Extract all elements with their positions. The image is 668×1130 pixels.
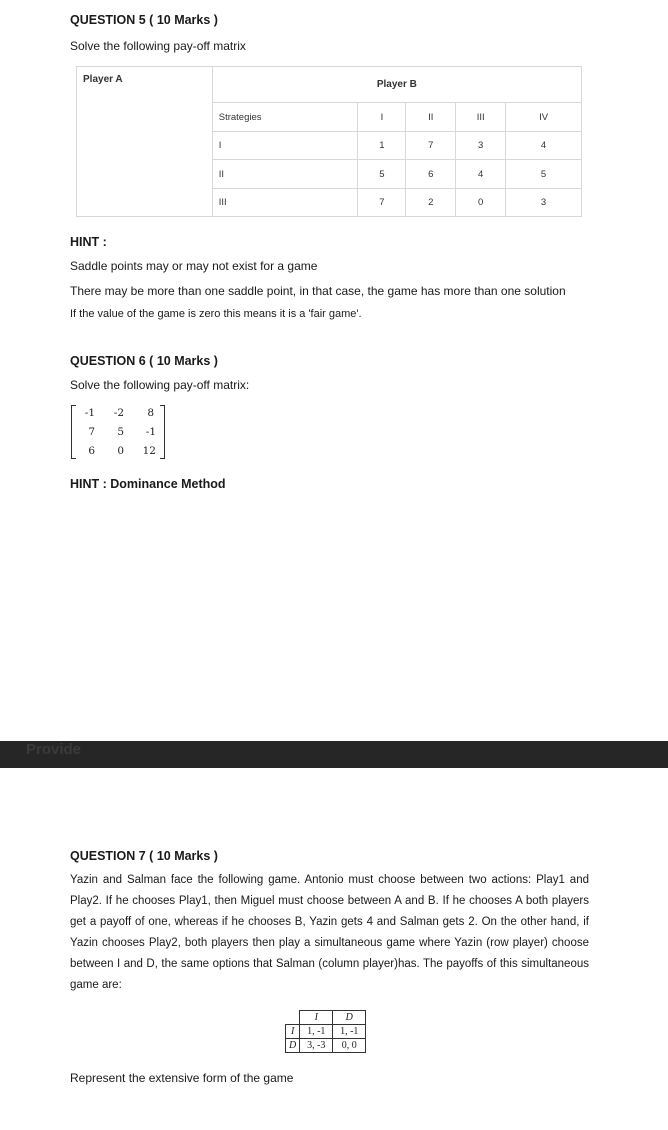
q6-instruction: Solve the following pay-off matrix: (70, 378, 250, 392)
table-cell: 3 (456, 132, 506, 160)
q6-payoff-matrix (71, 405, 165, 459)
matrix-cell: -1 (84, 407, 95, 419)
q5-hint-line: There may be more than one saddle point, in that case, the game has more than one solution (70, 284, 566, 298)
col-header: II (406, 103, 456, 132)
matrix-cell: 7 (88, 426, 95, 438)
right-bracket (160, 405, 165, 459)
provide-banner (0, 741, 668, 768)
table-cell: 3, -3 (300, 1039, 333, 1053)
q5-payoff-table (76, 66, 582, 217)
row-label: II (212, 160, 358, 189)
q7-game-table (285, 1010, 366, 1053)
table-cell: 1, -1 (300, 1025, 333, 1039)
row-label: I (286, 1025, 300, 1039)
matrix-cell: 5 (117, 426, 124, 438)
matrix-cell: -2 (113, 407, 124, 419)
table-cell: 5 (506, 160, 582, 189)
q5-instruction: Solve the following pay-off matrix (70, 39, 246, 53)
provide-banner-text: Provide (26, 741, 82, 758)
matrix-cell: 0 (117, 445, 124, 457)
table-row (286, 1025, 366, 1039)
table-cell: 4 (506, 132, 582, 160)
q5-hint-title: HINT : (70, 235, 107, 249)
table-cell: 5 (358, 160, 406, 189)
table-row (286, 1039, 366, 1053)
q7-paragraph: Yazin and Salman face the following game. Antonio must choose between two actions: Play1 and Play2. If he chooses Play1, then Miguel must choose between A and B. If he chooses A both players get a payoff of one, whereas if he chooses B, Yazin gets 4 and Salman gets 2. On the other hand, if Yazin chooses Play2, both players then play a simultaneous game where Yazin (row player) choose between I and D, the same options that Salman (column player)has. The payoffs of this simultaneous game are: (70, 874, 589, 991)
table-cell: 7 (406, 132, 456, 160)
table-cell: 7 (358, 189, 406, 217)
q6-hint: HINT : Dominance Method (70, 477, 226, 491)
col-header: D (333, 1011, 366, 1025)
strategies-label: Strategies (212, 103, 358, 132)
q5-title: QUESTION 5 ( 10 Marks ) (70, 13, 218, 27)
table-cell: 2 (406, 189, 456, 217)
matrix-cell: 12 (142, 445, 156, 457)
q5-hint-line: If the value of the game is zero this means it is a 'fair game'. (70, 308, 362, 320)
player-b-label: Player B (212, 67, 581, 103)
col-header: IV (506, 103, 582, 132)
table-cell: 1, -1 (333, 1025, 366, 1039)
table-cell: 4 (456, 160, 506, 189)
matrix-cell: -1 (145, 426, 156, 438)
matrix-cell: 8 (147, 407, 154, 419)
col-header: I (300, 1011, 333, 1025)
table-cell: 0 (456, 189, 506, 217)
row-label: I (212, 132, 358, 160)
col-header: III (456, 103, 506, 132)
row-label: D (286, 1039, 300, 1053)
player-a-label: Player A (77, 67, 213, 217)
q7-closing: Represent the extensive form of the game (70, 1071, 294, 1085)
table-cell: 3 (506, 189, 582, 217)
q7-title: QUESTION 7 ( 10 Marks ) (70, 849, 218, 863)
table-cell: 1 (358, 132, 406, 160)
col-header: I (358, 103, 406, 132)
row-label: III (212, 189, 358, 217)
table-cell: 0, 0 (333, 1039, 366, 1053)
matrix-cell: 6 (88, 445, 95, 457)
q6-title: QUESTION 6 ( 10 Marks ) (70, 354, 218, 368)
table-header-row (286, 1011, 366, 1025)
table-cell: 6 (406, 160, 456, 189)
q5-hint-line: Saddle points may or may not exist for a game (70, 259, 318, 273)
